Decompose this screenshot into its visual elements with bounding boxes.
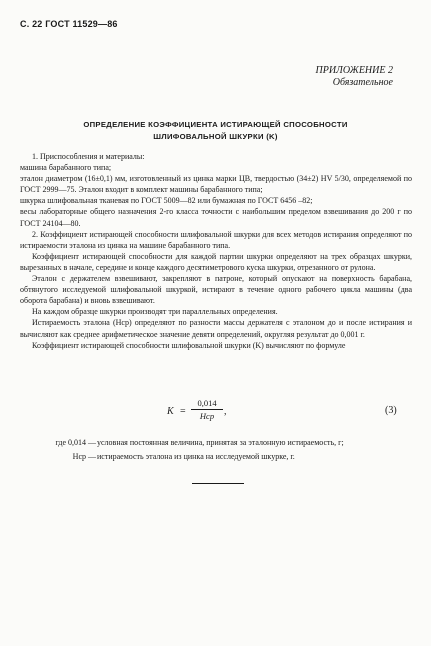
formula-fraction: [191, 398, 223, 421]
end-rule: [192, 483, 244, 484]
paragraph: 2. Коэффициент истирающей способности шлифовальной шкурки для всех методов истирания определяют по истираемости эталона из цинка на машине барабанного типа.: [20, 229, 412, 250]
paragraph: Эталон с держателем взвешивают, закрепляют в патроне, который опускают на поверхность барабана, обтянутого исследуемой шлифовальной шкуркой, истирают в течение одного рабочего цикла машины (два оборота барабана) и вновь взвешивают.: [20, 274, 412, 306]
formula-denominator: Hср: [199, 411, 215, 421]
paragraph: 1. Приспособления и материалы:: [32, 152, 145, 161]
appendix-status: Обязательное: [332, 77, 393, 88]
formula-lhs: K: [167, 406, 174, 417]
paragraph: эталон диаметром (16±0,1) мм, изготовленный из цинка марки ЦВ, твердостью (34±2) HV 5/30, определяемой по ГОСТ 2999—75. Эталон входит в комплект машины барабанного типа;: [20, 174, 412, 195]
formula-notes: [20, 437, 412, 465]
formula-equals: =: [180, 406, 186, 417]
section-title-line-2: ШЛИФОВАЛЬНОЙ ШКУРКИ (K): [153, 132, 278, 141]
note-label: где 0,014 —: [55, 438, 96, 447]
section-title-line-1: ОПРЕДЕЛЕНИЕ КОЭФФИЦИЕНТА ИСТИРАЮЩЕЙ СПОСОБНОСТИ: [83, 120, 348, 129]
note-text: истираемость эталона из цинка на исследуемой шкурке, г.: [97, 452, 295, 462]
formula: [0, 397, 431, 431]
formula-number: (3): [385, 405, 397, 416]
formula-numerator: 0,014: [191, 398, 223, 410]
note-label: Hср —: [72, 452, 96, 462]
formula-comma: ,: [224, 406, 227, 417]
note-row: [20, 451, 412, 462]
note-row: [20, 437, 412, 448]
section-title: [20, 119, 411, 143]
paragraph: Истираемость эталона (Hср) определяют по разности массы держателя с эталоном до и после истирания и вычисляют как среднее арифметическое значение девяти определений, округляя результат до 0,001 г.: [20, 318, 412, 339]
appendix-label: ПРИЛОЖЕНИЕ 2: [315, 65, 393, 76]
paragraph: Коэффициент истирающей способности шлифовальной шкурки (K) вычисляют по формуле: [32, 340, 346, 350]
paragraph: На каждом образце шкурки производят три параллельных определения.: [32, 307, 278, 317]
body-text: [20, 151, 412, 351]
note-text: условная постоянная величина, принятая за эталонную истираемость, г;: [97, 438, 344, 447]
page-header: С. 22 ГОСТ 11529—86: [20, 19, 118, 29]
paragraph: машина барабанного типа;: [20, 163, 112, 173]
paragraph: шкурка шлифовальная тканевая по ГОСТ 5009—82 или бумажная по ГОСТ 6456 –82;: [20, 196, 313, 206]
appendix-block: [316, 65, 394, 89]
paragraph: весы лабораторные общего назначения 2-го класса точности с наибольшим пределом взвешивания до 200 г по ГОСТ 24104—80.: [20, 207, 412, 228]
paragraph: Коэффициент истирающей способности для каждой партии шкурки определяют на трех образцах шкурки, вырезанных в начале, середине и конце каждого десятиметрового куска шкурки, отрезанного от рулона.: [20, 251, 412, 272]
